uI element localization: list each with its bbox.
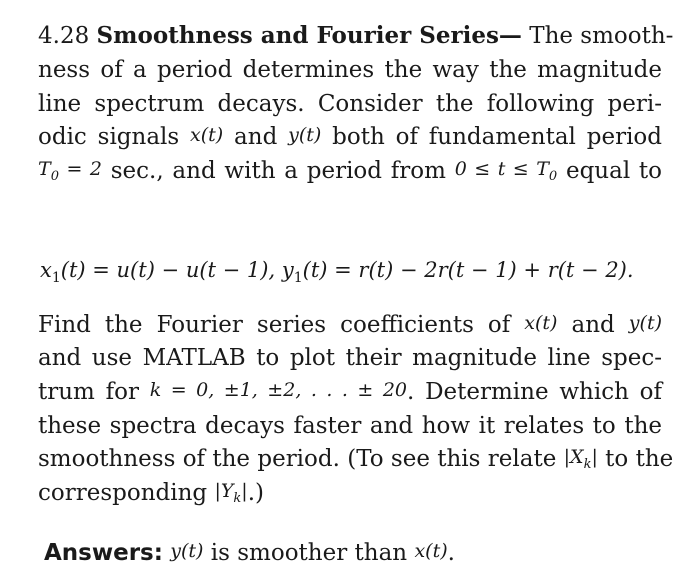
line5-text-a: sec., and with a period from (110, 158, 446, 184)
problem-line-1 (38, 21, 674, 51)
problem-line-2: ness of a period determines the way the magnitude (38, 57, 662, 83)
question-line-6: corresponding $|Y_k|$.) (38, 480, 264, 506)
answer-math-y: y(t) (170, 540, 204, 562)
answers-line (44, 538, 455, 569)
line4-text-c: both of fundamental period (332, 124, 662, 150)
math-abs-Xk: $|X_k|$ (563, 446, 598, 472)
question-line-1: Find the Fourier series coefficients of x(t) and y(t) (38, 312, 662, 338)
math-abs-Yk: $|Y_k|$ (214, 480, 248, 506)
math-y-of-t: y(t) (288, 124, 322, 146)
line4-text-a: odic signals (38, 124, 180, 150)
answers-label: Answers: (44, 540, 163, 566)
problem-title: Smoothness and Fourier Series— (96, 22, 522, 49)
problem-line-4 (38, 122, 662, 153)
problem-line-5 (38, 156, 662, 195)
math-y-of-t: y(t) (628, 312, 662, 334)
math-period-range: $0 \le t \le T_0$ (454, 158, 558, 184)
math-x-of-t: x(t) (190, 124, 224, 146)
question-line-4: these spectra decays faster and how it relates to the (38, 413, 662, 439)
question-line-5: smoothness of the period. (To see this relate $|X_k|$ to the (38, 446, 674, 472)
answer-end: . (447, 540, 455, 566)
math-x-of-t: x(t) (524, 312, 558, 334)
answer-middle: is smoother than (210, 540, 408, 566)
signal-equation: $x_1(t) = u(t) - u(t - 1)$, $y_1(t) = r(t) - 2r(t - 1) + r(t - 2)$. (40, 258, 634, 287)
problem-number: 4.28 (38, 23, 90, 49)
math-k-range: k = 0, ±1, ±2, . . . ± 20 (149, 379, 408, 401)
line1-rest: The smooth- (529, 23, 674, 49)
line4-text-b: and (234, 124, 278, 150)
math-period-T0: $T_0 = 2$ (38, 158, 102, 184)
line5-text-b: equal to (565, 158, 663, 184)
answer-math-x: x(t) (414, 540, 448, 562)
question-line-2: and use MATLAB to plot their magnitude line spec- (38, 345, 662, 371)
problem-line-3: line spectrum decays. Consider the following peri- (38, 91, 662, 117)
question-line-3: trum for k = 0, ±1, ±2, . . . ± 20. Determine which of (38, 379, 663, 405)
